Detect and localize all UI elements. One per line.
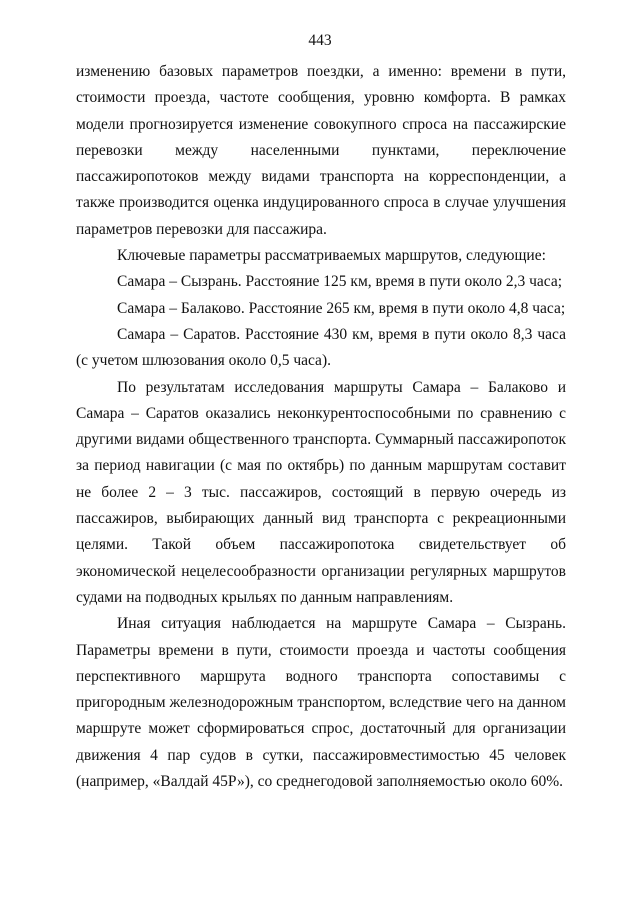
paragraph-model-description: изменению базовых параметров поездки, а именно: времени в пути, стоимости проезда, частоте сообщения, уровню комфорта. В рамках модели прогнозируется изменение совокупного спроса на пассажирские перевозки между населенными пунктами, переключение пассажиропотоков между видами транспорта на корреспонденции, а также производится оценка индуцированного спроса в случае улучшения параметров перевозки для пассажира.: [76, 63, 566, 238]
body-text: [76, 59, 566, 795]
paragraph-syzran-situation: Иная ситуация наблюдается на маршруте Самара – Сызрань. Параметры времени в пути, стоимости проезда и частоты сообщения перспективного маршрута водного транспорта сопоставимы с пригородным железнодорожным транспортом, вследствие чего на данном маршруте может сформироваться спрос, достаточный для организации движения 4 пар судов в сутки, пассажировместимостью 45 человек (например, «Валдай 45Р»), со среднегодовой заполняемостью около 60%.: [76, 615, 566, 791]
page-number: 443: [308, 32, 332, 49]
paragraph-key-parameters-intro: Ключевые параметры рассматриваемых маршрутов, следующие:: [117, 247, 546, 265]
paragraph-route-samara-syzran: Самара – Сызрань. Расстояние 125 км, время в пути около 2,3 часа;: [117, 273, 563, 291]
paragraph-route-samara-balakovo: Самара – Балаково. Расстояние 265 км, время в пути около 4,8 часа;: [117, 299, 566, 317]
paragraph-research-results: По результатам исследования маршруты Самара – Балаково и Самара – Саратов оказались неконкурентоспособными по сравнению с другими видами общественного транспорта. Суммарный пассажиропоток за период навигации (с мая по октябрь) по данным маршрутам составит не более 2 – 3 тыс. пассажиров, состоящий в первую очередь из пассажиров, выбирающих данный вид транспорта с рекреационными целями. Такой объем пассажиропотока свидетельствует об экономической нецелесообразности организации регулярных маршрутов судами на подводных крыльях по данным направлениям.: [76, 378, 566, 606]
paragraph-route-samara-saratov: Самара – Саратов. Расстояние 430 км, время в пути около 8,3 часа (с учетом шлюзования около 0,5 часа).: [76, 325, 566, 370]
